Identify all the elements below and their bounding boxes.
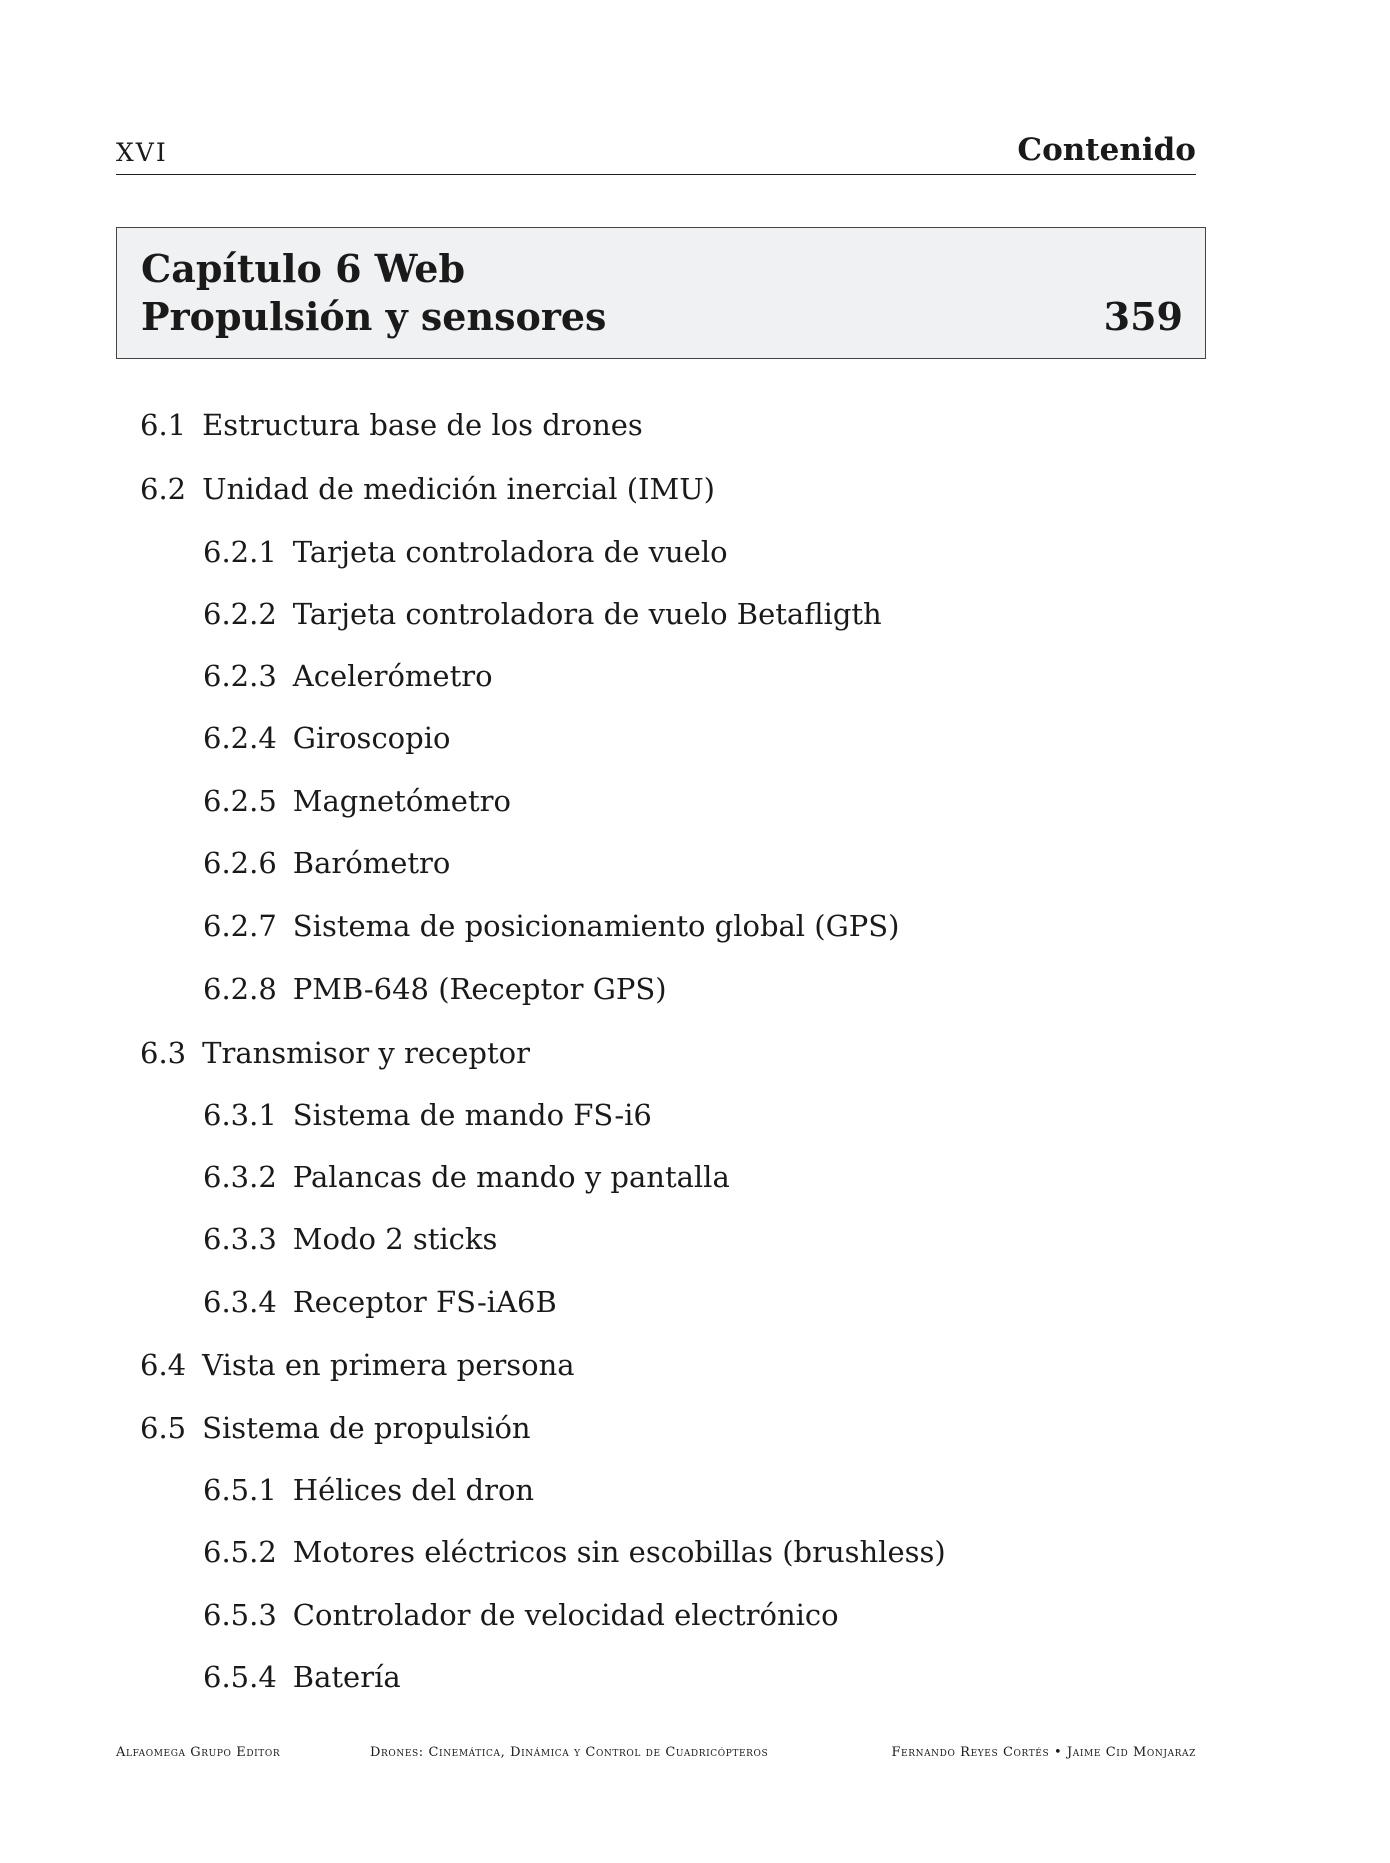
- toc-entry-title: Tarjeta controladora de vuelo: [292, 535, 728, 569]
- toc-entry-title: Transmisor y receptor: [202, 1036, 530, 1070]
- toc-entry: [140, 1411, 531, 1445]
- toc-entry: [203, 1160, 730, 1194]
- toc-entry-number: 6.2: [140, 472, 187, 506]
- toc-entry: [203, 1285, 557, 1319]
- toc-entry-number: 6.2.6: [203, 846, 277, 880]
- toc-entry-number: 6.5.4: [203, 1660, 277, 1694]
- toc-entry-number: 6.1: [140, 408, 187, 442]
- page-header: [116, 132, 1196, 175]
- toc-entry-number: 6.2.5: [203, 784, 277, 818]
- footer-book-title: Drones: Cinemática, Dinámica y Control de Cuadricópteros: [370, 1745, 769, 1760]
- toc-entry-number: 6.3.4: [203, 1285, 277, 1319]
- toc-entry: [203, 721, 450, 755]
- toc-entry-title: Modo 2 sticks: [292, 1222, 498, 1256]
- toc-entry-title: PMB-648 (Receptor GPS): [292, 972, 667, 1006]
- toc-entry-title: Giroscopio: [292, 721, 451, 755]
- toc-entry-number: 6.3.3: [203, 1222, 277, 1256]
- toc-entry: [203, 784, 511, 818]
- chapter-title: Propulsión y sensores: [141, 294, 607, 339]
- toc-entry: [203, 1598, 839, 1632]
- toc-entry-title: Sistema de propulsión: [202, 1411, 531, 1445]
- chapter-label: Capítulo 6 Web: [141, 246, 466, 291]
- toc-entry-number: 6.2.2: [203, 597, 277, 631]
- footer-publisher: Alfaomega Grupo Editor: [116, 1745, 281, 1760]
- toc-entry: [203, 535, 728, 569]
- toc-entry-number: 6.2.7: [203, 909, 277, 943]
- toc-entry: [140, 472, 715, 506]
- page-footer: [116, 1745, 1196, 1765]
- toc-entry-title: Sistema de mando FS-i6: [292, 1098, 652, 1132]
- chapter-heading-box: [116, 227, 1206, 359]
- toc-entry: [203, 597, 882, 631]
- toc-entry-title: Unidad de medición inercial (IMU): [202, 472, 715, 506]
- toc-entry-number: 6.3.1: [203, 1098, 277, 1132]
- toc-entry-title: Receptor FS-iA6B: [292, 1285, 557, 1319]
- toc-entry: [203, 1660, 401, 1694]
- toc-entry-number: 6.5.2: [203, 1535, 277, 1569]
- toc-entry: [203, 972, 667, 1006]
- toc-entry-number: 6.2.4: [203, 721, 277, 755]
- toc-entry-number: 6.3: [140, 1036, 187, 1070]
- toc-entry-number: 6.3.2: [203, 1160, 277, 1194]
- toc-entry-title: Palancas de mando y pantalla: [292, 1160, 730, 1194]
- toc-entry-title: Sistema de posicionamiento global (GPS): [292, 909, 900, 943]
- toc-entry-title: Estructura base de los drones: [202, 408, 643, 442]
- running-title: Contenido: [1017, 132, 1196, 168]
- toc-entry: [203, 1473, 534, 1507]
- toc-entry-number: 6.2.1: [203, 535, 277, 569]
- toc-entry: [203, 1535, 946, 1569]
- toc-entry-title: Vista en primera persona: [202, 1348, 575, 1382]
- toc-entry-number: 6.2.3: [203, 659, 277, 693]
- toc-entry-title: Hélices del dron: [292, 1473, 535, 1507]
- toc-entry: [140, 1036, 530, 1070]
- page-number: XVI: [116, 138, 168, 167]
- toc-entry-title: Acelerómetro: [292, 659, 493, 693]
- chapter-page-number: 359: [1103, 294, 1183, 339]
- toc-entry-title: Magnetómetro: [292, 784, 511, 818]
- toc-entry: [203, 846, 450, 880]
- toc-entry: [203, 909, 899, 943]
- toc-entry: [203, 659, 493, 693]
- toc-entry-title: Controlador de velocidad electrónico: [292, 1598, 839, 1632]
- toc-entry: [203, 1222, 497, 1256]
- toc-entry: [140, 1348, 575, 1382]
- toc-entry-number: 6.5.1: [203, 1473, 277, 1507]
- toc-entry-number: 6.5: [140, 1411, 187, 1445]
- toc-entry-title: Batería: [292, 1660, 401, 1694]
- toc-entry: [203, 1098, 652, 1132]
- toc-entry-title: Motores eléctricos sin escobillas (brushless): [292, 1535, 946, 1569]
- toc-entry-number: 6.2.8: [203, 972, 277, 1006]
- toc-entry: [140, 408, 643, 442]
- footer-authors: Fernando Reyes Cortés • Jaime Cid Monjaraz: [891, 1745, 1196, 1760]
- toc-entry-number: 6.5.3: [203, 1598, 277, 1632]
- toc-entry-title: Tarjeta controladora de vuelo Betafligth: [292, 597, 882, 631]
- toc-entry-title: Barómetro: [292, 846, 451, 880]
- toc-entry-number: 6.4: [140, 1348, 187, 1382]
